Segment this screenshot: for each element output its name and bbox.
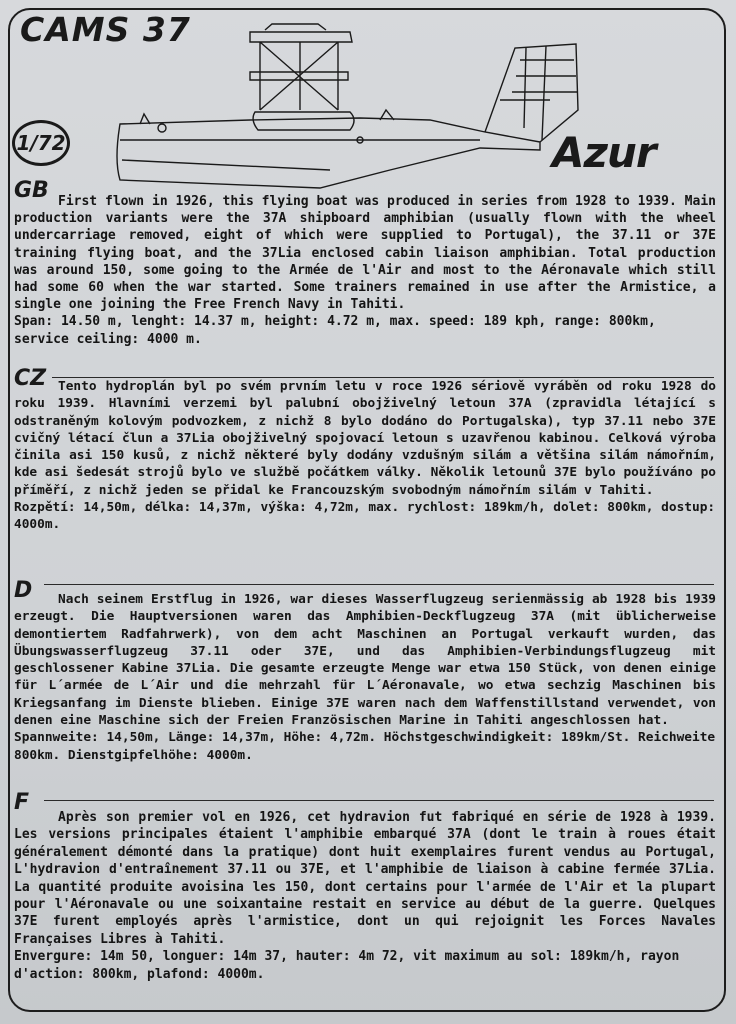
scale-badge: 1/72: [12, 120, 70, 166]
section-divider-d: [44, 584, 714, 585]
section-cz-body: Tento hydroplán byl po svém prvním letu v roce 1926 sériově vyráběn od roku 1928 do roku 1939. Hlavními verzemi byl palubní obojživelný letoun 37A (zpravidla létající s odstraněným kolovým podvozkem, z nichž 8 bylo dodáno do Portugalska), typ 37.11 nebo 37E cvičný létací člun a 37Lia obojživelný spojovací letoun s uzavřenou kabinou. Celková výroba činila asi 150 kusů, z nichž některé byly dodány vzdušným silám a většina silám námořním, kde asi šedesát strojů bylo ve službě počátkem války. Několik letounů 37E bylo používáno po příměří, z nichž jeden se přidal ke Francouzským svobodným námořním silám v Tahiti.: [14, 379, 716, 498]
section-f-body: Après son premier vol en 1926, cet hydravion fut fabriqué en série de 1928 à 1939. Les versions principales étaient l'amphibie embarqué 37A (dont le train à roues était généralement démonté dans la pratique) dont huit exemplaires furent vendus au Portugal, L'hydravion d'entraînement 37.11 ou 37E, et l'amphibie de liaison à cabine fermée 37Lia. La quantité produite avoisina les 150, dont certains pour l'armée de l'Air et la plupart pour l'Aéronavale ou une soixantaine restait en service au début de la guerre. Quelques 37E furent employés après l'armistice, dont un qui rejoignit les Forces Navales Françaises Libres à Tahiti.: [14, 810, 716, 947]
kit-title: CAMS 37: [20, 10, 191, 49]
section-tag-cz: CZ: [14, 366, 47, 391]
section-d: [14, 591, 716, 764]
section-tag-f: F: [14, 790, 30, 815]
brand-logo: Azur: [552, 128, 656, 177]
section-cz: [14, 378, 716, 534]
section-gb-specs: Span: 14.50 m, lenght: 14.37 m, height: 4.72 m, max. speed: 189 kph, range: 800km, service ceiling: 4000 m.: [14, 314, 656, 347]
section-f: [14, 809, 716, 983]
section-tag-gb: GB: [14, 178, 49, 203]
section-divider-f: [44, 800, 714, 801]
section-cz-specs: Rozpětí: 14,50m, délka: 14,37m, výška: 4,72m, max. rychlost: 189km/h, dolet: 800km, dostup: 4000m.: [14, 500, 716, 533]
aircraft-side-view: [100, 20, 600, 200]
section-gb: [14, 193, 716, 348]
section-f-specs: Envergure: 14m 50, longuer: 14m 37, hauter: 4m 72, vit maximum au sol: 189km/h, rayon d'action: 800km, plafond: 4000m.: [14, 949, 680, 982]
section-tag-d: D: [14, 578, 33, 603]
section-d-specs: Spannweite: 14,50m, Länge: 14,37m, Höhe: 4,72m. Höchstgeschwindigkeit: 189km/St. Reichweite 800km. Dienstgipfelhöhe: 4000m.: [14, 730, 716, 763]
section-d-body: Nach seinem Erstflug in 1926, war dieses Wasserflugzeug serienmässig ab 1928 bis 1939 erzeugt. Die Hauptversionen waren das Amphibien-Deckflugzeug 37A (mit üblicherweise demontiertem Radfahrwerk), von dem acht Maschinen an Portugal verkauft wurden, das Übungswasserflugzeug 37.11 oder 37E, und das Amphibien-Verbindungsflugzeug mit geschlossener Kabine 37Lia. Die gesamte erzeugte Menge war etwa 150 Stück, von denen einige für L´armée de L´Air und die mehrzahl für L´Aéronavale, wo etwa sechzig Maschinen bis Kriegsanfang im Dienste blieben. Einige 37E waren nach dem Waffenstillstand verwendet, von denen eine Maschine sich der Freien Französischen Marine in Tahiti angeschlossen hat.: [14, 592, 716, 729]
section-gb-body: First flown in 1926, this flying boat was produced in series from 1928 to 1939. Main production variants were the 37A shipboard amphibian (usually flown with the wheel undercarriage removed, eight of which were supplied to Portugal), the 37.11 or 37E training flying boat, and the 37Lia enclosed cabin liaison amphibian. Total production was around 150, some going to the Armée de l'Air and most to the Aéronavale which still had some 60 when the war started. Some trainers remained in use after the Armistice, a single one joining the Free French Navy in Tahiti.: [14, 194, 716, 313]
